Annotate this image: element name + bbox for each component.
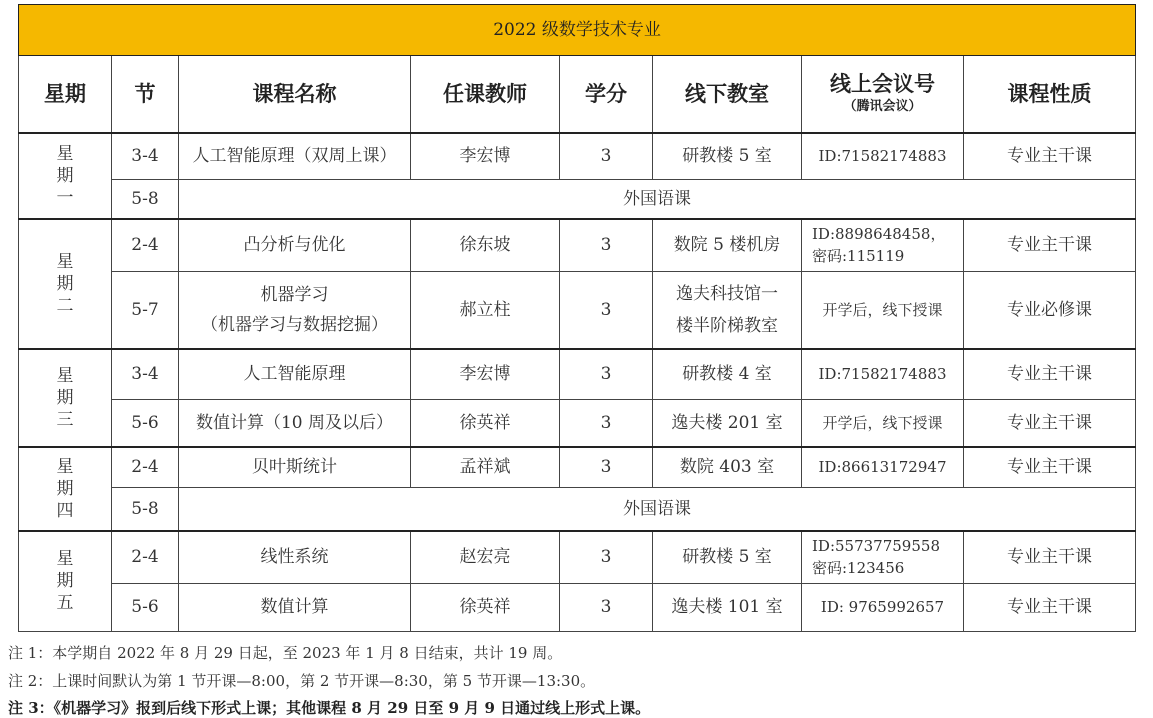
nature-cell: 专业主干课 [964,583,1136,631]
day-cell-mon: 星 期 一 [19,133,112,219]
nature-cell: 专业主干课 [964,447,1136,487]
schedule-table [18,4,1136,632]
course-cell: 线性系统 [179,531,411,583]
header-meeting-label: 线上会议号 [830,72,935,96]
table-row [19,271,1136,349]
meeting-cell: ID:71582174883 [802,133,964,179]
credit-cell: 3 [560,531,653,583]
credit-cell: 3 [560,349,653,399]
note-1: 注 1：本学期自 2022 年 8 月 29 日起，至 2023 年 1 月 8 日结束，共计 19 周。 [8,644,563,662]
nature-cell: 专业主干课 [964,349,1136,399]
section-cell: 5-8 [112,487,179,531]
header-day: 星期 [19,56,112,134]
header-course: 课程名称 [179,56,411,134]
meeting-cell: ID:55737759558 密码:123456 [802,531,964,583]
classroom-cell: 研教楼 5 室 [653,133,802,179]
meeting-cell: ID:8898648458， 密码:115119 [802,219,964,271]
credit-cell: 3 [560,271,653,349]
teacher-cell: 李宏博 [411,349,560,399]
note-2: 注 2：上课时间默认为第 1 节开课—8:00，第 2 节开课—8:30，第 5 节开课—13:30。 [8,672,596,690]
header-meeting-sub: （腾讯会议） [843,99,922,114]
section-cell: 5-6 [112,399,179,447]
course-cell: 数值计算 [179,583,411,631]
section-cell: 5-6 [112,583,179,631]
table-row [19,447,1136,487]
meeting-cell: ID: 9765992657 [802,583,964,631]
note-3: 注 3：《机器学习》报到后线下形式上课；其他课程 8 月 29 日至 9 月 9 日通过线上形式上课。 [8,699,651,717]
teacher-cell: 徐东坡 [411,219,560,271]
table-row [19,531,1136,583]
table-title: 2022 级数学技术专业 [19,5,1136,56]
classroom-cell: 逸夫科技馆一 楼半阶梯教室 [653,271,802,349]
section-cell: 3-4 [112,349,179,399]
section-cell: 2-4 [112,447,179,487]
nature-cell: 专业主干课 [964,399,1136,447]
section-cell: 2-4 [112,531,179,583]
course-cell: 凸分析与优化 [179,219,411,271]
classroom-cell: 逸夫楼 201 室 [653,399,802,447]
classroom-cell: 研教楼 5 室 [653,531,802,583]
teacher-cell: 徐英祥 [411,583,560,631]
section-cell: 5-8 [112,179,179,219]
header-row [19,56,1136,134]
merged-cell: 外国语课 [179,487,1136,531]
table-row [19,583,1136,631]
credit-cell: 3 [560,583,653,631]
day-cell-thu: 星 期 四 [19,447,112,531]
credit-cell: 3 [560,447,653,487]
nature-cell: 专业主干课 [964,219,1136,271]
course-cell: 贝叶斯统计 [179,447,411,487]
table-row [19,133,1136,179]
section-cell: 2-4 [112,219,179,271]
table-row [19,399,1136,447]
meeting-cell: ID:71582174883 [802,349,964,399]
course-cell: 人工智能原理（双周上课） [179,133,411,179]
day-cell-fri: 星 期 五 [19,531,112,631]
classroom-cell: 逸夫楼 101 室 [653,583,802,631]
credit-cell: 3 [560,133,653,179]
teacher-cell: 郝立柱 [411,271,560,349]
header-classroom: 线下教室 [653,56,802,134]
header-section: 节 [112,56,179,134]
header-teacher: 任课教师 [411,56,560,134]
header-credit: 学分 [560,56,653,134]
course-cell: 数值计算（10 周及以后） [179,399,411,447]
credit-cell: 3 [560,399,653,447]
course-cell: 机器学习 （机器学习与数据挖掘） [179,271,411,349]
table-row [19,179,1136,219]
table-row [19,487,1136,531]
teacher-cell: 徐英祥 [411,399,560,447]
meeting-cell: ID:86613172947 [802,447,964,487]
nature-cell: 专业必修课 [964,271,1136,349]
table-row [19,349,1136,399]
section-cell: 3-4 [112,133,179,179]
classroom-cell: 数院 5 楼机房 [653,219,802,271]
day-cell-wed: 星 期 三 [19,349,112,447]
credit-cell: 3 [560,219,653,271]
merged-cell: 外国语课 [179,179,1136,219]
teacher-cell: 孟祥斌 [411,447,560,487]
table-row [19,219,1136,271]
classroom-cell: 数院 403 室 [653,447,802,487]
classroom-cell: 研教楼 4 室 [653,349,802,399]
day-cell-tue: 星 期 二 [19,219,112,349]
teacher-cell: 赵宏亮 [411,531,560,583]
section-cell: 5-7 [112,271,179,349]
course-cell: 人工智能原理 [179,349,411,399]
nature-cell: 专业主干课 [964,531,1136,583]
header-nature: 课程性质 [964,56,1136,134]
nature-cell: 专业主干课 [964,133,1136,179]
meeting-cell: 开学后，线下授课 [802,399,964,447]
meeting-cell: 开学后，线下授课 [802,271,964,349]
header-meeting [802,56,964,134]
teacher-cell: 李宏博 [411,133,560,179]
